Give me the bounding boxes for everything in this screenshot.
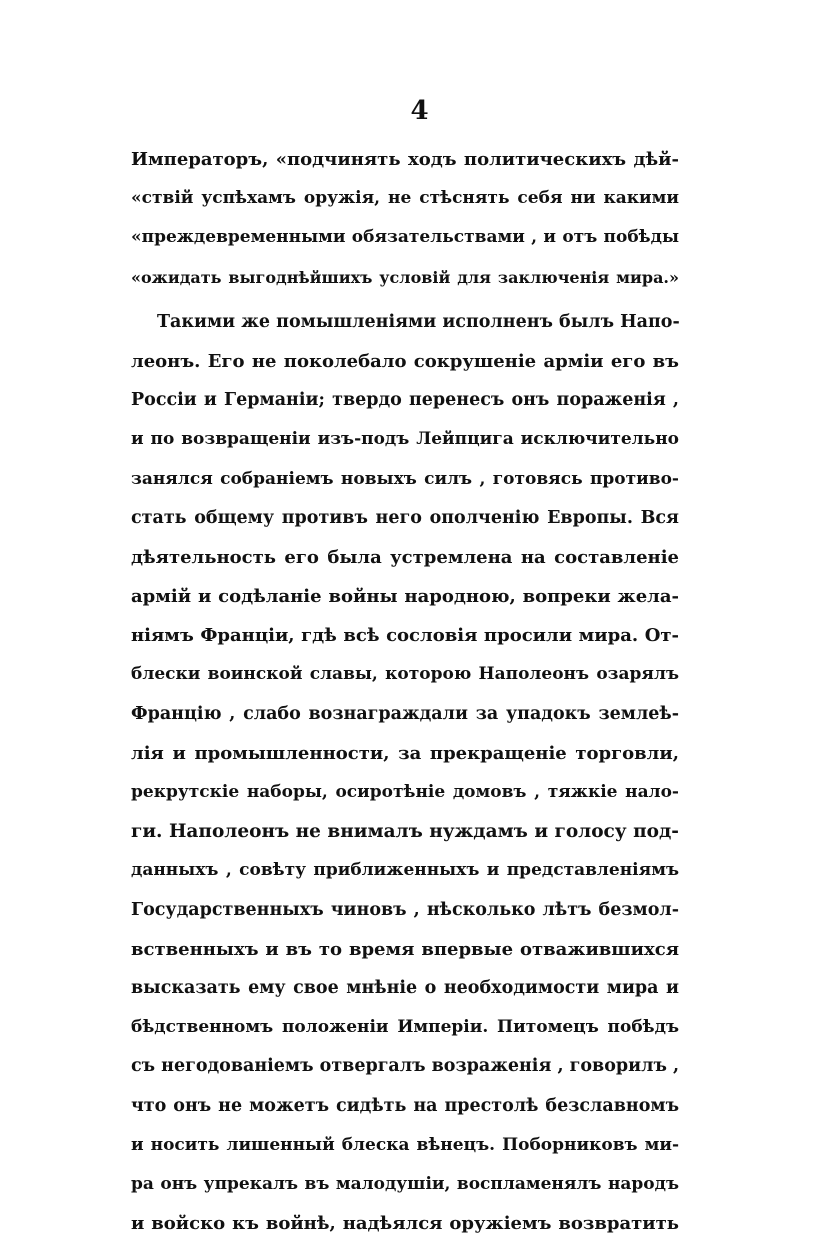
text-line: Императоръ, «подчинять ходъ политическихъ дѣй-: [131, 149, 679, 170]
text-line: съ негодованіемъ отвергалъ возраженія , говорилъ ,: [131, 1056, 680, 1077]
text-line: дѣятельность его была устремлена на составленіе: [131, 546, 679, 568]
text-line: Францію , слабо вознаграждали за упадокъ землеѣ-: [131, 703, 679, 724]
text-line: высказать ему свое мнѣніе о необходимости мира и: [131, 977, 679, 998]
text-line: занялся собраніемъ новыхъ силъ , готовясь противо-: [131, 468, 679, 489]
text-line: что онъ не можетъ сидѣть на престолѣ безславномъ: [131, 1095, 679, 1116]
paragraph-first-line: Такими же помышленіями исполненъ былъ Напо-: [157, 311, 680, 332]
text-line: ра онъ упрекалъ въ малодушіи, воспламенялъ народъ: [131, 1173, 679, 1194]
text-line: «преждевременными обязательствами , и отъ побѣды: [131, 227, 679, 248]
text-line: бѣдственномъ положеніи Имперіи. Питомецъ побѣдъ: [131, 1017, 679, 1038]
text-line: вственныхъ и въ то время впервые отважившихся: [131, 938, 679, 960]
text-line: и войско къ войнѣ, надѣялся оружіемъ возвратить: [131, 1213, 679, 1235]
body-text: [131, 140, 679, 1243]
text-line: ги. Наполеонъ не внималъ нуждамъ и голосу под-: [131, 821, 679, 843]
text-line: Россіи и Германіи; твердо перенесъ онъ пораженія ,: [131, 390, 679, 411]
text-line: и носить лишенный блеска вѣнецъ. Поборниковъ ми-: [131, 1134, 679, 1155]
text-line: «ожидать выгоднѣйшихъ условій для заключенія мира.»: [131, 267, 679, 287]
text-line: и по возвращеніи изъ-подъ Лейпцига исключительно: [131, 429, 679, 450]
text-line: ніямъ Франціи, гдѣ всѣ сословія просили мира. От-: [131, 625, 679, 647]
text-line: рекрутскіе наборы, осиротѣніе домовъ , тяжкіе нало-: [131, 782, 679, 802]
text-line: «ствій успѣхамъ оружія, не стѣснять себя ни какими: [131, 188, 679, 209]
text-line: лія и промышленности, за прекращеніе торговли,: [131, 742, 679, 764]
text-line: леонъ. Его не поколебало сокрушеніе арміи его въ: [131, 350, 679, 372]
text-line: Государственныхъ чиновъ , нѣсколько лѣтъ безмол-: [131, 899, 679, 920]
page-number: 4: [410, 96, 430, 126]
text-line: армій и содѣланіе войны народною, вопреки жела-: [131, 586, 679, 608]
text-line: данныхъ , совѣту приближенныхъ и представленіямъ: [131, 860, 679, 881]
text-line: блески воинской славы, которою Наполеонъ озарялъ: [131, 664, 679, 685]
text-line: стать общему противъ него ополченію Европы. Вся: [131, 507, 679, 528]
